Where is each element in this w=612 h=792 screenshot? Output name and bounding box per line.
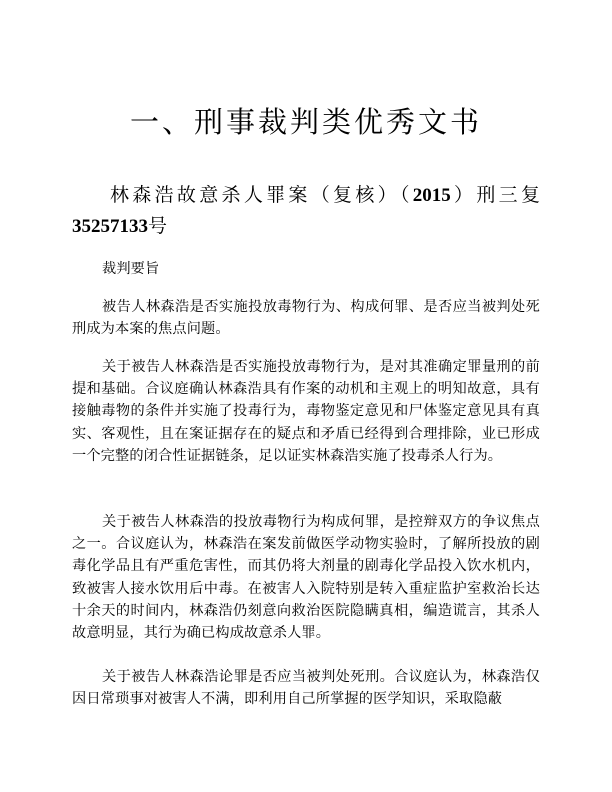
case-open-paren: （ [399, 184, 413, 206]
document-heading: 一、刑事裁判类优秀文书 [129, 105, 482, 139]
case-number: 35257133 [72, 216, 148, 237]
case-court-code: 刑三复 [476, 184, 540, 206]
paragraph-summary: 被告人林森浩是否实施投放毒物行为、构成何罪、是否应当被判处死刑成为本案的焦点问题。 [72, 299, 540, 338]
case-year: 2015 [412, 185, 451, 206]
case-name: 林森浩故意杀人罪案（复核） [110, 184, 400, 206]
case-number-suffix: 号 [148, 215, 168, 237]
paragraph-sentence: 关于被告人林森浩论罪是否应当被判处死刑。合议庭认为，林森浩仅因日常琐事对被害人不满，即利用自己所掌握的医学知识，采取隐蔽 [72, 669, 540, 708]
paragraph-crime: 关于被告人林森浩的投放毒物行为构成何罪，是控辩双方的争议焦点之一。合议庭认为，林森浩在案发前做医学动物实验时，了解所投放的剧毒化学品且有严重危害性，而其仍将大剂量的剧毒化学品投入饮水机内，致被害人接水饮用后中毒。在被害人入院特别是转入重症监护室救治长达十余天的时间内，林森浩仍刻意向救治医院隐瞒真相，编造谎言，其杀人故意明显，其行为确已构成故意杀人罪。 [72, 514, 540, 642]
case-close-paren: ） [450, 184, 477, 206]
case-title [72, 180, 540, 242]
paragraph-act: 关于被告人林森浩是否实施投放毒物行为，是对其准确定罪量刑的前提和基础。合议庭确认林森浩具有作案的动机和主观上的明知故意，具有接触毒物的条件并实施了投毒行为，毒物鉴定意见和尸体鉴定意见具有真实、客观性，且在案证据存在的疑点和矛盾已经得到合理排除，业已形成一个完整的闭合性证据链条，足以证实林森浩实施了投毒杀人行为。 [72, 359, 540, 464]
section-label: 裁判要旨 [102, 261, 160, 277]
